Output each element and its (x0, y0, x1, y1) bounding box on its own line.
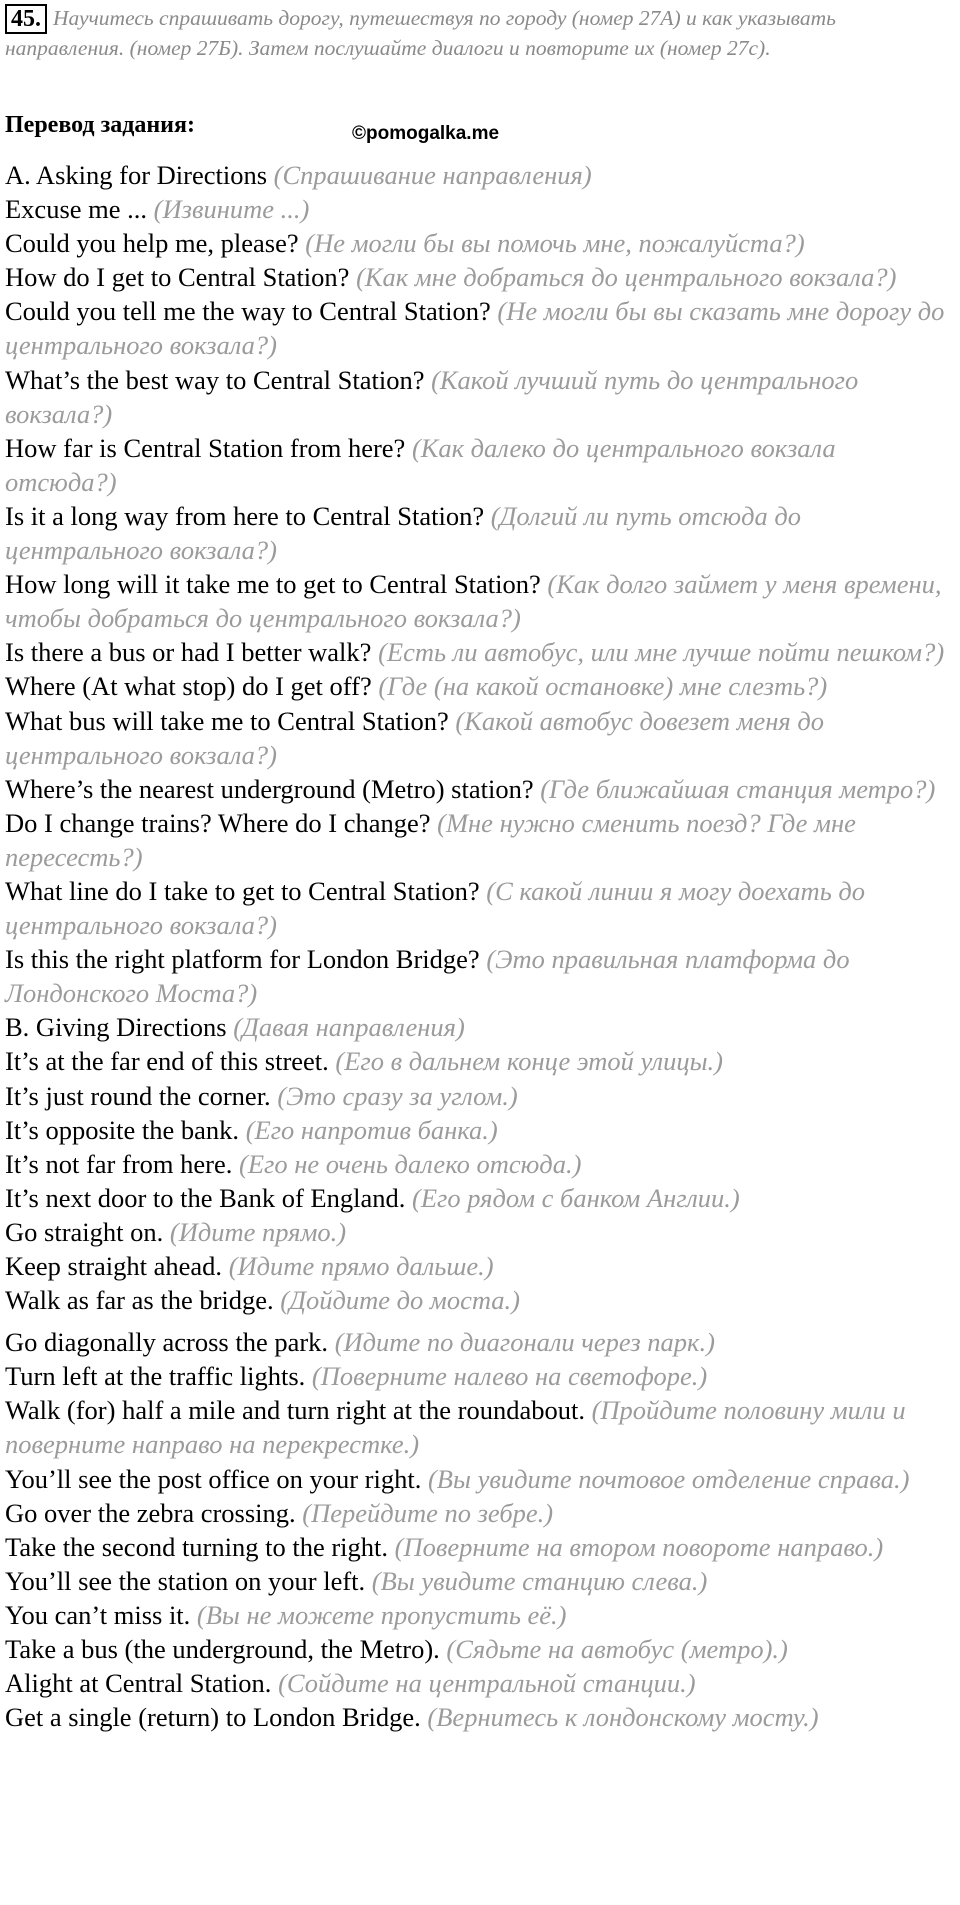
english-phrase: What line do I take to get to Central Station? (5, 875, 480, 906)
russian-translation: (С какой линии я могу доехать до центрального вокзала?) (5, 875, 866, 941)
english-phrase: You can’t miss it. (5, 1599, 191, 1630)
phrase-line (5, 1044, 950, 1078)
phrase-line (5, 158, 950, 192)
watermark: ©pomogalka.me (352, 123, 500, 144)
russian-translation: (Вы увидите почтовое отделение справа.) (427, 1463, 910, 1494)
phrase-line (5, 806, 950, 874)
phrase-line (5, 192, 950, 226)
phrase-line (5, 1359, 950, 1393)
russian-translation: (Поверните налево на светофоре.) (311, 1361, 708, 1392)
phrase-line (5, 1564, 950, 1598)
russian-translation: (Идите прямо дальше.) (228, 1251, 494, 1281)
english-phrase: Do I change trains? Where do I change? (5, 807, 431, 838)
phrase-line (5, 567, 950, 635)
phrase-line (5, 1113, 950, 1147)
english-phrase: Is there a bus or had I better walk? (5, 637, 372, 668)
english-phrase: How far is Central Station from here? (5, 432, 406, 463)
english-phrase: Walk as far as the bridge. (5, 1285, 274, 1316)
phrase-line (5, 363, 950, 431)
phrase-line (5, 1530, 950, 1564)
phrase-line (5, 260, 950, 294)
phrase-line (5, 1598, 950, 1632)
russian-translation: (Вы не можете пропустить её.) (196, 1599, 567, 1630)
phrase-line (5, 431, 950, 499)
phrase-line (5, 1283, 950, 1317)
phrase-line (5, 635, 950, 669)
english-phrase: Excuse me ... (5, 194, 148, 225)
english-phrase: Alight at Central Station. (5, 1668, 272, 1699)
phrase-line (5, 1632, 950, 1666)
english-phrase: Is it a long way from here to Central Station? (5, 500, 485, 531)
russian-translation: (Вернитесь к лондонскому мосту.) (427, 1702, 819, 1733)
phrase-line (5, 1215, 950, 1249)
russian-translation: (Как мне добраться до центрального вокзала?) (356, 262, 897, 293)
russian-translation: (Идите прямо.) (169, 1216, 347, 1247)
english-phrase: Get a single (return) to London Bridge. (5, 1702, 421, 1733)
task-header (5, 4, 935, 62)
phrase-list (5, 158, 950, 1734)
task-instruction: Научитесь спрашивать дорогу, путешествуя по городу (номер 27А) и как указывать направления. (номер 27Б). Затем послушайте диалоги и повторите их (номер 27с). (5, 6, 836, 60)
english-phrase: It’s at the far end of this street. (5, 1046, 329, 1077)
russian-translation: (Где (на какой остановке) мне слезть?) (378, 671, 828, 702)
phrase-line (5, 1147, 950, 1181)
english-phrase: A. Asking for Directions (5, 160, 268, 190)
russian-translation: (Сядьте на автобус (метро).) (446, 1634, 788, 1665)
russian-translation: (Его в дальнем конце этой улицы.) (335, 1046, 724, 1077)
english-phrase: You’ll see the post office on your right. (5, 1463, 422, 1494)
english-phrase: Where (At what stop) do I get off? (5, 671, 372, 702)
phrase-line (5, 772, 950, 806)
english-phrase: Where’s the nearest underground (Metro) station? (5, 773, 534, 804)
english-phrase: Could you help me, please? (5, 228, 299, 259)
russian-translation: (Спрашивание направления) (273, 160, 592, 190)
russian-translation: (Это правильная платформа до Лондонского Моста?) (5, 944, 850, 1009)
english-phrase: Go straight on. (5, 1216, 164, 1247)
russian-translation: (Поверните на втором повороте направо.) (394, 1531, 884, 1562)
english-phrase: It’s next door to the Bank of England. (5, 1182, 406, 1213)
russian-translation: (Не могли бы вы помочь мне, пожалуйста?) (305, 228, 805, 259)
english-phrase: Turn left at the traffic lights. (5, 1361, 306, 1392)
english-phrase: Keep straight ahead. (5, 1251, 223, 1281)
russian-translation: (Какой автобус довезет меня до центрального вокзала?) (5, 705, 825, 770)
phrase-line (5, 499, 950, 567)
phrase-line (5, 294, 950, 362)
russian-translation: (Вы увидите станцию слева.) (371, 1565, 708, 1596)
english-phrase: It’s just round the corner. (5, 1080, 271, 1111)
english-phrase: How do I get to Central Station? (5, 262, 350, 293)
english-phrase: Go over the zebra crossing. (5, 1497, 296, 1528)
russian-translation: (Как долго займет у меня времени, чтобы добраться до центрального вокзала?) (5, 569, 942, 634)
russian-translation: (Какой лучший путь до центрального вокзала?) (5, 364, 859, 429)
english-phrase: You’ll see the station on your left. (5, 1565, 366, 1596)
english-phrase: Walk (for) half a mile and turn right at the roundabout. (5, 1395, 585, 1426)
russian-translation: (Как далеко до центрального вокзала отсюда?) (5, 432, 836, 497)
english-phrase: What’s the best way to Central Station? (5, 364, 425, 395)
phrase-line (5, 1462, 950, 1496)
russian-translation: (Его не очень далеко отсюда.) (239, 1148, 582, 1179)
phrase-line (5, 1325, 950, 1359)
russian-translation: (Долгий ли путь отсюда до центрального вокзала?) (5, 500, 802, 566)
english-phrase: Could you tell me the way to Central Station? (5, 296, 491, 327)
english-phrase: B. Giving Directions (5, 1012, 227, 1043)
russian-translation: (Извините ...) (153, 194, 310, 225)
russian-translation: (Перейдите по зебре.) (302, 1497, 554, 1528)
english-phrase: Is this the right platform for London Bridge? (5, 944, 480, 975)
english-phrase: Take the second turning to the right. (5, 1531, 389, 1562)
phrase-line (5, 1666, 950, 1700)
english-phrase: What bus will take me to Central Station? (5, 705, 449, 736)
english-phrase: It’s opposite the bank. (5, 1114, 240, 1145)
phrase-line (5, 226, 950, 260)
russian-translation: (Где ближайшая станция метро?) (540, 773, 936, 804)
russian-translation: (Это сразу за углом.) (277, 1080, 518, 1111)
phrase-line (5, 874, 950, 942)
phrase-line (5, 704, 950, 772)
russian-translation: (Давая направления) (233, 1012, 465, 1043)
english-phrase: How long will it take me to get to Central Station? (5, 569, 541, 600)
phrase-line (5, 1181, 950, 1215)
russian-translation: (Пройдите половину мили и поверните направо на перекрестке.) (5, 1395, 906, 1460)
russian-translation: (Мне нужно сменить поезд? Где мне пересесть?) (5, 807, 856, 872)
english-phrase: It’s not far from here. (5, 1148, 233, 1179)
phrase-line (5, 1700, 950, 1734)
russian-translation: (Идите по диагонали через парк.) (334, 1327, 715, 1358)
russian-translation: (Его напротив банка.) (245, 1114, 498, 1145)
russian-translation: (Дойдите до моста.) (280, 1285, 521, 1316)
phrase-line (5, 1079, 950, 1113)
task-number: 45. (5, 4, 47, 34)
phrase-line (5, 669, 950, 703)
translation-heading: Перевод задания: (5, 112, 195, 138)
phrase-line (5, 1249, 950, 1283)
russian-translation: (Есть ли автобус, или мне лучше пойти пешком?) (378, 637, 945, 668)
phrase-line (5, 942, 950, 1010)
phrase-line (5, 1010, 950, 1044)
russian-translation: (Его рядом с банком Англии.) (412, 1182, 740, 1213)
russian-translation: (Сойдите на центральной станции.) (278, 1668, 696, 1699)
russian-translation: (Не могли бы вы сказать мне дорогу до центрального вокзала?) (5, 296, 945, 361)
english-phrase: Take a bus (the underground, the Metro). (5, 1634, 440, 1665)
english-phrase: Go diagonally across the park. (5, 1327, 329, 1358)
phrase-line (5, 1496, 950, 1530)
phrase-line (5, 1393, 950, 1461)
